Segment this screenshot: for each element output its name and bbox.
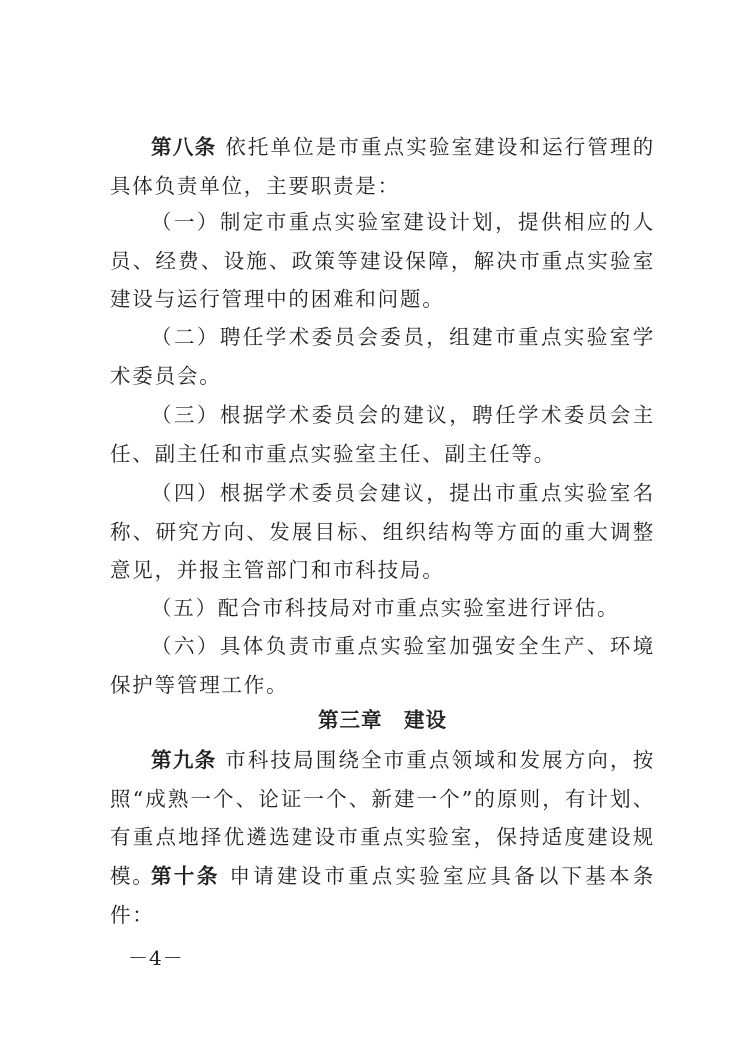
article-8-lead: 第八条 xyxy=(151,135,217,159)
article-10-lead: 第十条 xyxy=(151,864,220,888)
article-8-body: 依托单位是市重点实验室建设和运行管理的具体负责单位，主要职责是： xyxy=(110,135,655,198)
article-8-paragraph xyxy=(110,128,655,205)
page-number: －4－ xyxy=(128,946,184,970)
item-2-paragraph: （二）聘任学术委员会委员，组建市重点实验室学术委员会。 xyxy=(110,325,655,388)
article-9-lead: 第九条 xyxy=(151,748,217,772)
article-10-body: 申请建设市重点实验室应具备以下基本条件： xyxy=(110,864,655,927)
item-3-paragraph: （三）根据学术委员会的建议，聘任学术委员会主任、副主任和市重点实验室主任、副主任等。 xyxy=(110,403,655,466)
item-4-paragraph: （四）根据学术委员会建议，提出市重点实验室名称、研究方向、发展目标、组织结构等方面的重大调整意见，并报主管部门和市科技局。 xyxy=(110,481,655,582)
item-6-paragraph: （六）具体负责市重点实验室加强安全生产、环境保护等管理工作。 xyxy=(110,634,655,697)
article-9-body: 市科技局围绕全市重点领域和发展方向，按照“成熟一个、论证一个、新建一个”的原则，有计划、有重点地择优遴选建设市重点实验室，保持适度建设规模。 xyxy=(110,748,655,888)
chapter-heading: 第三章 建设 xyxy=(318,708,447,732)
article-10-paragraph xyxy=(110,857,655,934)
item-5-paragraph: （五）配合市科技局对市重点实验室进行评估。 xyxy=(151,596,620,620)
item-1-paragraph: （一）制定市重点实验室建设计划，提供相应的人员、经费、设施、政策等建设保障，解决市重点实验室建设与运行管理中的困难和问题。 xyxy=(110,210,655,311)
